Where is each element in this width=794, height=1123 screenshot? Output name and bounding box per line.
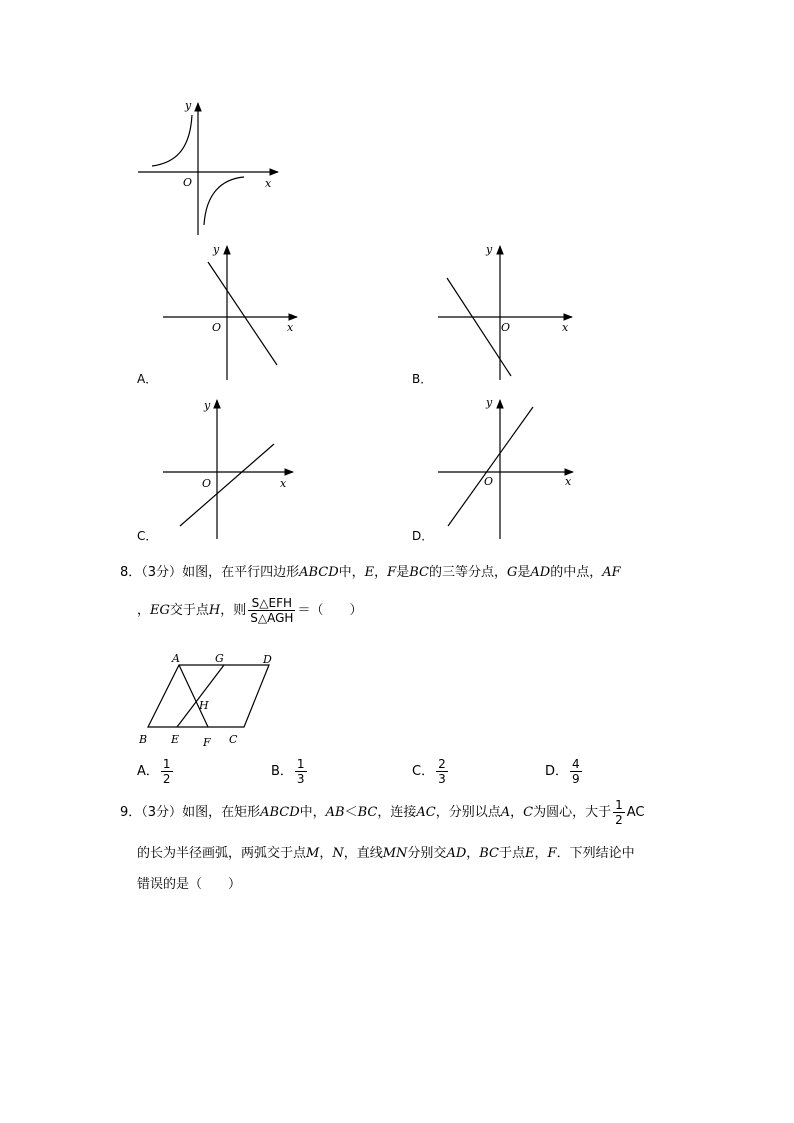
q9-var: BC (479, 846, 500, 861)
origin-label: O (202, 477, 212, 490)
option-c-graph (160, 395, 310, 540)
q8-score: （3分） (141, 565, 183, 580)
y-axis-label: y (486, 396, 493, 409)
q9-var: N (332, 846, 344, 861)
y-axis-label: y (204, 399, 211, 412)
q9-text: 于点 (499, 846, 526, 861)
q9-score: （3分） (141, 805, 183, 820)
q9-var: E (525, 846, 535, 861)
q8-text: ， (374, 565, 388, 580)
q9-var: C (523, 805, 534, 820)
q8-choice-d[interactable] (545, 757, 584, 786)
q9-text: 错误的是（ ） (137, 877, 242, 892)
q8-var: F (387, 565, 397, 580)
q9-line-2 (137, 842, 635, 861)
fraction-denominator: 2 (162, 772, 171, 786)
q8-text: ，则 (220, 603, 247, 618)
q8-text: 是 (517, 565, 531, 580)
option-d-graph (435, 395, 585, 540)
q9-text: ＜ (344, 805, 358, 820)
q8-line-1 (120, 561, 621, 580)
q9-text: ，分别以点 (435, 805, 501, 820)
label-f: F (203, 736, 211, 749)
label-c: C (229, 733, 238, 746)
option-b-graph (435, 240, 585, 385)
x-axis-label: x (565, 475, 572, 488)
label-h: H (199, 699, 209, 712)
q9-text: ， (510, 805, 524, 820)
half-fraction (613, 798, 625, 827)
q9-text: 的长为半径画弧，两弧交于点 (137, 846, 307, 861)
choice-fraction (436, 757, 448, 786)
label-d: D (263, 653, 272, 666)
q9-line-1 (120, 798, 645, 827)
fraction-numerator: 4 (572, 757, 580, 771)
q8-number: 8． (120, 565, 142, 580)
hyperbola-graph (130, 95, 290, 240)
parallelogram-figure (135, 648, 285, 750)
option-c-label[interactable]: C． (137, 529, 158, 543)
q9-var: A (500, 805, 511, 820)
hyperbola-branch-left (152, 115, 192, 166)
q9-var: ABCD (260, 805, 300, 820)
choice-label: A． (137, 764, 159, 779)
q8-var: AF (602, 565, 621, 580)
area-ratio-fraction (248, 596, 295, 625)
q8-var: H (208, 603, 221, 618)
y-axis-label: y (213, 243, 220, 256)
fraction-numerator: 1 (296, 757, 305, 771)
q9-var: AD (446, 846, 467, 861)
q9-text: AC (626, 805, 645, 820)
q8-text: 是 (396, 565, 410, 580)
origin-label: O (484, 475, 494, 488)
fraction-denominator: 3 (296, 772, 305, 786)
hyperbola-branch-right (204, 177, 244, 225)
y-axis-label: y (185, 99, 192, 112)
option-b-label[interactable]: B． (412, 372, 433, 386)
choice-label: B． (271, 764, 293, 779)
fraction-denominator: 3 (438, 772, 446, 786)
x-axis-label: x (562, 321, 569, 334)
q9-text: 分别交 (407, 846, 447, 861)
origin-label: O (183, 176, 193, 189)
q9-line-3 (137, 873, 241, 892)
parallelogram-abcd (148, 665, 269, 727)
x-axis-label: x (287, 321, 294, 334)
q8-text: 如图，在平行四边形 (182, 565, 300, 580)
segment-eg (177, 665, 224, 727)
q8-var: E (364, 565, 375, 580)
q9-text: 为圆心，大于 (533, 805, 612, 820)
x-axis-label: x (265, 177, 272, 190)
q9-text: ．下列结论中 (556, 846, 635, 861)
q8-choice-a[interactable] (137, 757, 175, 786)
fraction-numerator: 2 (438, 757, 446, 771)
label-b: B (139, 733, 148, 746)
q9-text: ，连接 (377, 805, 417, 820)
label-g: G (215, 652, 224, 665)
q9-text: ， (319, 846, 333, 861)
graph-line (180, 444, 274, 526)
q9-var: AB (325, 805, 345, 820)
q8-var: BC (409, 565, 429, 580)
graph-line (208, 262, 277, 365)
q8-text: 的中点， (550, 565, 603, 580)
q8-var: EG (150, 603, 170, 618)
q9-text: 如图，在矩形 (182, 805, 261, 820)
q8-choice-b[interactable] (271, 757, 309, 786)
option-a-label[interactable]: A． (137, 372, 158, 386)
fraction-denominator: S△AGH (250, 611, 294, 625)
q8-var: AD (530, 565, 551, 580)
q9-var: MN (382, 846, 408, 861)
q8-var: G (506, 565, 518, 580)
fraction-denominator: 9 (572, 772, 580, 786)
origin-label: O (501, 321, 511, 334)
y-axis-label: y (486, 243, 493, 256)
fraction-denominator: 2 (615, 813, 623, 827)
origin-label: O (212, 321, 222, 334)
fraction-numerator: 1 (162, 757, 171, 771)
x-axis-label: x (280, 477, 287, 490)
choice-label: C． (412, 764, 435, 779)
q9-var: M (306, 846, 320, 861)
q8-text: ， (137, 603, 151, 618)
label-e: E (171, 733, 180, 746)
fraction-numerator: S△EFH (248, 596, 295, 611)
q9-text: ，直线 (343, 846, 383, 861)
q9-var: F (547, 846, 557, 861)
q9-number: 9． (120, 805, 142, 820)
q9-text: ， (466, 846, 480, 861)
option-a-graph (160, 240, 310, 385)
q8-text: 的三等分点， (428, 565, 507, 580)
q8-text: ＝（ ） (297, 603, 363, 618)
choice-fraction (570, 757, 582, 786)
q9-var: AC (416, 805, 436, 820)
q9-text: 中， (299, 805, 326, 820)
q9-var: BC (357, 805, 378, 820)
q8-text: 交于点 (169, 603, 209, 618)
choice-fraction (161, 757, 173, 786)
q8-text: 中， (338, 565, 365, 580)
choice-label: D． (545, 764, 569, 779)
q9-text: ， (534, 846, 548, 861)
q8-line-2 (137, 596, 362, 625)
option-d-label[interactable]: D． (412, 529, 434, 543)
q8-choice-c[interactable] (412, 757, 450, 786)
q8-var: ABCD (299, 565, 339, 580)
label-a: A (172, 652, 180, 665)
choice-fraction (295, 757, 307, 786)
graph-line (448, 407, 533, 526)
fraction-numerator: 1 (615, 798, 623, 812)
